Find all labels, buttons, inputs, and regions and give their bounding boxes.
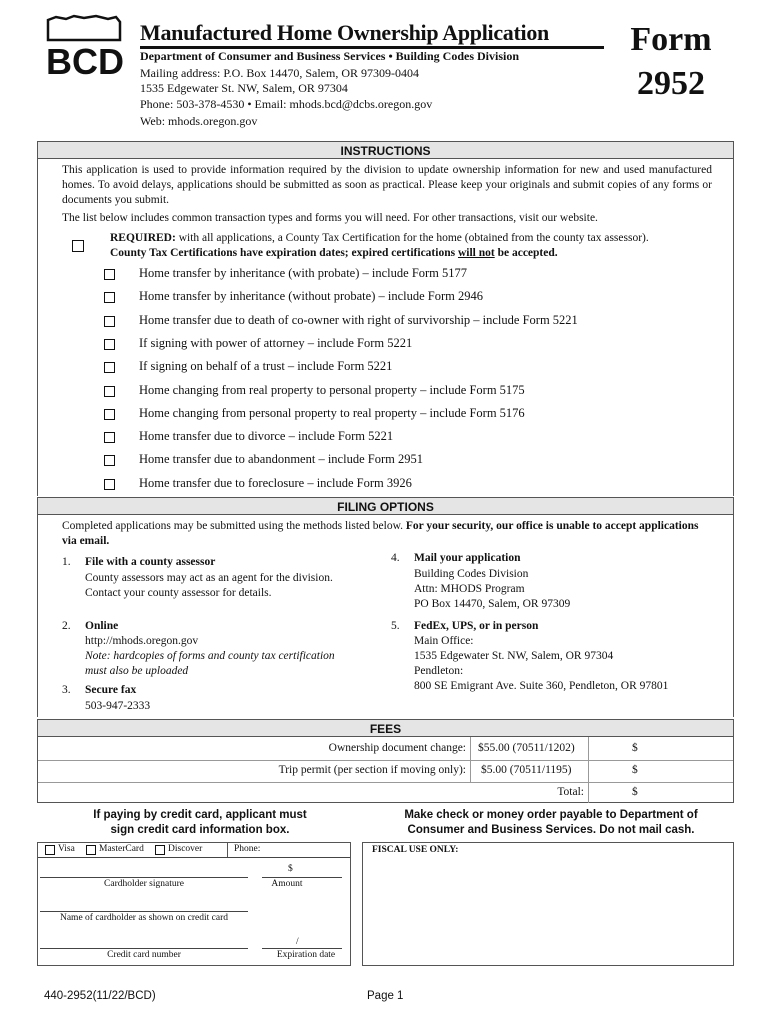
card-type-divider [38,857,350,858]
transaction-checkbox[interactable] [104,386,115,397]
required-bold-underline: will not [457,247,495,259]
form-label: Form [630,21,712,58]
credit-card-note-line-2: sign credit card information box. [110,824,290,836]
transaction-item-label: Home transfer due to foreclosure – include Form 3926 [139,475,412,490]
fees-heading: FEES [37,719,734,737]
transaction-checkbox[interactable] [104,432,115,443]
transaction-item-label: Home transfer by inheritance (without probate) – include Form 2946 [139,289,484,304]
fee-row-1-label: Ownership document change: [328,742,466,754]
visa-checkbox[interactable] [45,845,55,855]
instructions-list-intro: The list below includes common transaction types and forms you will need. For other transactions, visit our website. [62,212,598,224]
required-bold-a: County Tax Certifications have expiration dates; expired certifications [110,247,458,259]
amount-label: Amount [271,879,303,889]
required-checkbox[interactable] [72,240,84,252]
transaction-checkbox[interactable] [104,292,115,303]
option-1-title: File with a county assessor [85,556,216,568]
mastercard-label: MasterCard [99,844,144,854]
transaction-checkbox[interactable] [104,409,115,420]
transaction-item-label: Home transfer due to death of co-owner with right of survivorship – include Form 5221 [139,312,578,327]
card-number-line[interactable] [40,948,248,949]
filing-intro-bold: For your security, our office is unable to accept applications via email. [62,520,699,547]
option-2-note-2: must also be uploaded [85,665,189,677]
transaction-item-label: If signing on behalf of a trust – include Form 5221 [139,359,393,374]
phone-email: Phone: 503-378-4530 • Email: mhods.bcd@dcbs.oregon.gov [140,97,433,111]
cardholder-name-line[interactable] [40,911,248,912]
discover-checkbox[interactable] [155,845,165,855]
option-5-line-3: Pendleton: [414,665,464,677]
required-text: with all applications, a County Tax Certification for the home (obtained from the county tax assessor). [175,232,649,244]
fee-total-value[interactable]: $ [632,786,638,798]
street-address: 1535 Edgewater St. NW, Salem, OR 97304 [140,81,348,95]
amount-dollar-sign: $ [288,864,293,874]
transaction-checkbox[interactable] [104,455,115,466]
option-1-line-2: Contact your county assessor for details. [85,587,272,599]
option-3-number: 3. [62,684,71,696]
credit-card-note [40,808,360,838]
fees-col-divider-2 [588,737,589,803]
fees-col-divider-1 [470,737,471,782]
fee-total-label: Total: [557,786,584,798]
option-4-number: 4. [391,552,400,564]
transaction-item-label: Home transfer by inheritance (with probate) – include Form 5177 [139,266,468,280]
website: Web: mhods.oregon.gov [140,114,258,128]
transaction-checkbox[interactable] [104,479,115,490]
transaction-item-label: If signing with power of attorney – include Form 5221 [139,335,413,350]
option-4-line-1: Building Codes Division [414,568,529,580]
option-4-line-3: PO Box 14470, Salem, OR 97309 [414,598,571,610]
filing-intro-text: Completed applications may be submitted using the methods listed below. [62,520,406,532]
page-title: Manufactured Home Ownership Application [140,20,549,45]
phone-divider [227,843,228,857]
fiscal-use-label: FISCAL USE ONLY: [372,845,459,855]
transaction-item-label: Home changing from real property to personal property – include Form 5175 [139,382,525,397]
option-3-fax: 503-947-2333 [85,700,151,712]
transaction-item-label: Home changing from personal property to real property – include Form 5176 [139,405,525,420]
transaction-checkbox[interactable] [104,269,115,280]
filing-options-heading: FILING OPTIONS [37,497,734,515]
option-4-title: Mail your application [414,552,521,564]
cardholder-name-label: Name of cardholder as shown on credit card [59,913,229,923]
credit-card-note-line-1: If paying by credit card, applicant must [93,809,307,821]
option-2-url[interactable]: http://mhods.oregon.gov [85,635,199,647]
required-label: REQUIRED: [110,232,176,244]
required-note [110,231,720,261]
fee-row-1-amount: $55.00 (70511/1202) [478,742,575,754]
option-3-title: Secure fax [85,684,137,696]
required-bold-b: be accepted. [494,247,558,259]
transaction-checkbox[interactable] [104,339,115,350]
form-number-block [606,18,736,106]
option-2-title: Online [85,620,119,632]
mastercard-checkbox[interactable] [86,845,96,855]
fiscal-use-box [362,842,734,966]
visa-label: Visa [58,844,75,854]
option-4-line-2: Attn: MHODS Program [414,583,525,595]
expiration-line[interactable] [262,948,342,949]
card-number-label: Credit card number [107,950,181,960]
option-5-line-1: Main Office: [414,635,474,647]
transaction-checkbox[interactable] [104,362,115,373]
transaction-item-label: Home transfer due to abandonment – include Form 2951 [139,452,423,467]
option-2-note-1: Note: hardcopies of forms and county tax certification [85,650,335,662]
signature-line[interactable] [40,877,248,878]
option-5-line-4: 800 SE Emigrant Ave. Suite 360, Pendleton, OR 97801 [414,680,669,692]
page-number: Page 1 [367,990,404,1002]
fees-row-divider-1 [38,760,733,761]
instructions-heading: INSTRUCTIONS [37,141,734,159]
transaction-checkbox[interactable] [104,316,115,327]
fee-row-2-amount: $5.00 (70511/1195) [481,764,572,776]
option-5-number: 5. [391,620,400,632]
logo-text: BCD [46,41,124,80]
option-2-number: 2. [62,620,71,632]
amount-line[interactable] [262,877,342,878]
form-number: 2952 [637,65,705,102]
fee-row-2-label: Trip permit (per section if moving only): [278,764,466,776]
discover-label: Discover [168,844,203,854]
instructions-paragraph: This application is used to provide information required by the division to update ownership information for new and used manufactured homes. To avoid delays, applications should be submitted as soon as practical. Please keep your originals and submit copies of any forms or documents you submit. [62,164,712,206]
fee-row-1-total[interactable]: $ [632,742,638,754]
fees-row-divider-2 [38,782,733,783]
option-1-line-1: County assessors may act as an agent for the division. [85,572,333,584]
check-note-line-1: Make check or money order payable to Department of [404,809,698,821]
bcd-logo [44,14,124,80]
mailing-address: Mailing address: P.O. Box 14470, Salem, OR 97309-0404 [140,66,419,80]
cardholder-signature-label: Cardholder signature [104,879,184,889]
option-1-number: 1. [62,556,71,568]
department-line: Department of Consumer and Business Services • Building Codes Division [140,49,520,63]
option-5-line-2: 1535 Edgewater St. NW, Salem, OR 97304 [414,650,614,662]
form-code: 440-2952(11/22/BCD) [44,990,156,1002]
expiration-label: Expiration date [276,950,336,960]
phone-label: Phone: [234,844,261,854]
transaction-item-label: Home transfer due to divorce – include Form 5221 [139,429,394,444]
expiration-slash: / [296,937,299,947]
option-5-title: FedEx, UPS, or in person [414,620,539,632]
fee-row-2-total[interactable]: $ [632,764,638,776]
check-note-line-2: Consumer and Business Services. Do not mail cash. [407,824,695,836]
check-payable-note [370,808,732,838]
filing-intro [62,519,712,549]
